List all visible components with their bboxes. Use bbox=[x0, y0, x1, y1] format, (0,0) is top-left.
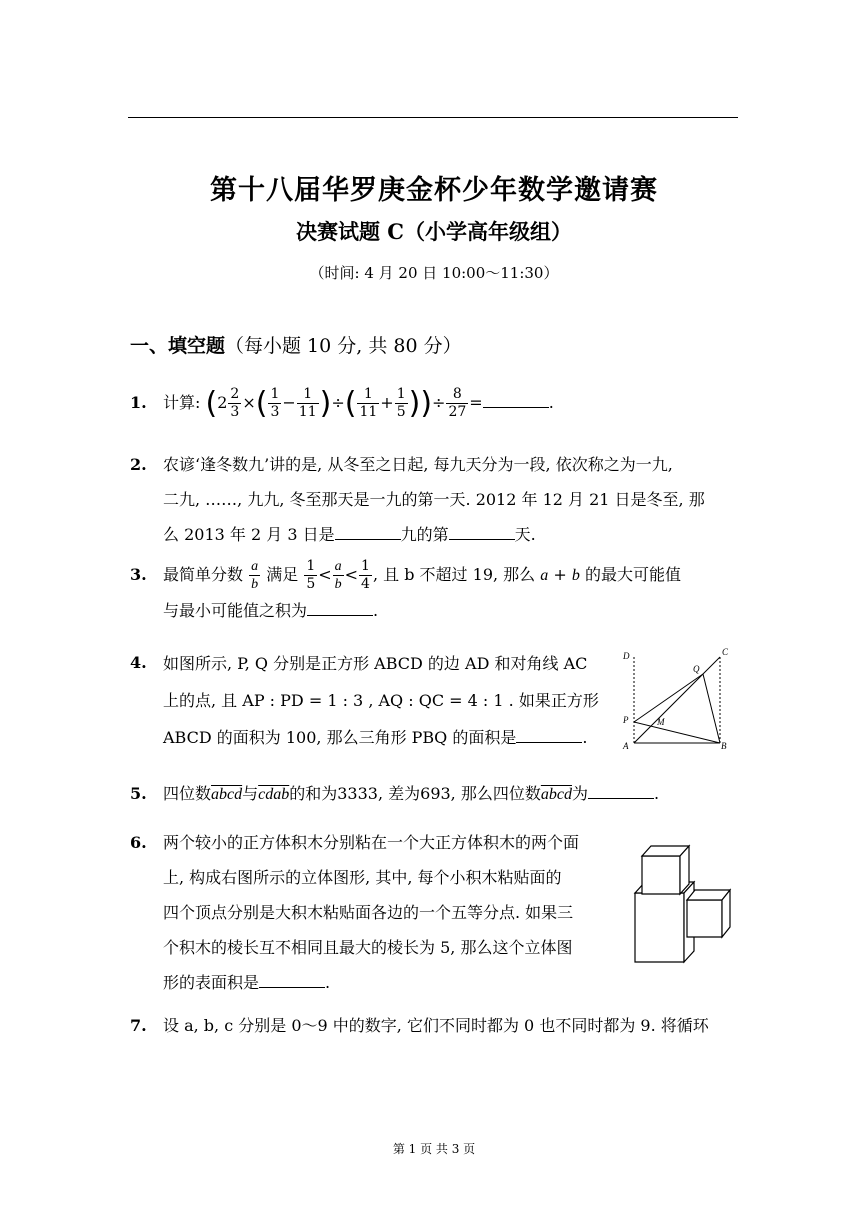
question-line: 与最小可能值之积为 . bbox=[163, 601, 379, 620]
label-d: D bbox=[623, 651, 630, 661]
question-line: 形的表面积是 . bbox=[163, 973, 331, 992]
label-m: M bbox=[657, 717, 665, 727]
question-line: 么 2013 年 2 月 3 日是 九的第 天. bbox=[163, 525, 536, 544]
label-a: A bbox=[623, 741, 629, 751]
answer-blank bbox=[259, 986, 325, 988]
question-body: 四位数abcd与cdab的和为3333, 差为693, 那么四位数abcd为 . bbox=[163, 784, 660, 803]
label-q: Q bbox=[693, 664, 700, 674]
answer-blank bbox=[307, 614, 373, 616]
answer-blank bbox=[449, 538, 515, 540]
page-title: 第十八届华罗庚金杯少年数学邀请赛 bbox=[210, 175, 658, 206]
top-rule bbox=[128, 117, 738, 118]
question-line: 四个顶点分别是大积木粘贴面各边的一个五等分点. 如果三 bbox=[163, 903, 574, 922]
question-body bbox=[163, 447, 743, 552]
label-b: B bbox=[721, 741, 727, 751]
answer-blank bbox=[335, 538, 401, 540]
math-expression: (2 $\frac{2}{3}$ ×( $\frac{1}{3}$ − $\frac{1}{11}$ )÷( $\frac{1}{11}$ + $\frac{1}{5}$ ))÷ $\frac{8}{27}$ bbox=[205, 386, 467, 421]
question-number: 5. bbox=[130, 784, 147, 803]
exam-time: （时间: 4 月 20 日 10:00～11:30） bbox=[309, 264, 559, 282]
section-title: 一、填空题 bbox=[130, 335, 226, 357]
question-number: 1. bbox=[130, 393, 147, 412]
question-1 bbox=[130, 385, 750, 425]
equals-sign: = bbox=[469, 393, 483, 412]
question-line: 二九, ……, 九九, 冬至那天是一九的第一天. 2012 年 12 月 21 日是冬至, 那 bbox=[163, 490, 705, 509]
section-note: （每小题 10 分, 共 80 分） bbox=[225, 335, 462, 357]
square-figure bbox=[617, 645, 737, 755]
question-line: 最简单分数 $\frac{a}{b}$ 满足 $\frac{1}{5}$ < $\frac{a}{b}$ < $\frac{1}{4}$ , 且 b 不超过 19, 那么 a + b 的最大可能值 bbox=[163, 558, 681, 592]
question-prefix: 计算: bbox=[163, 393, 201, 412]
question-line: 如图所示, P, Q 分别是正方形 ABCD 的边 AD 和对角线 AC bbox=[163, 654, 588, 673]
question-number: 4. bbox=[130, 653, 147, 672]
question-number: 3. bbox=[130, 565, 147, 584]
page-subtitle: 决赛试题 C（小学高年级组） bbox=[295, 219, 573, 244]
answer-blank bbox=[516, 741, 582, 743]
question-body bbox=[163, 645, 613, 756]
question-line: 个积木的棱长互不相同且最大的棱长为 5, 那么这个立体图 bbox=[163, 938, 573, 957]
question-line: 农谚‘逢冬数九’讲的是, 从冬至之日起, 每九天分为一段, 依次称之为一九, bbox=[163, 455, 673, 474]
question-line: ABCD 的面积为 100, 那么三角形 PBQ 的面积是 . bbox=[163, 728, 588, 747]
question-line: 两个较小的正方体积木分别粘在一个大正方体积木的两个面 bbox=[163, 833, 580, 852]
question-number: 6. bbox=[130, 833, 147, 852]
question-line: 上的点, 且 AP : PD = 1 : 3 , AQ : QC = 4 : 1 . 如果正方形 bbox=[163, 691, 599, 710]
page-footer: 第 1 页 共 3 页 bbox=[392, 1142, 476, 1156]
label-c: C bbox=[722, 647, 729, 657]
question-body: 计算: (2 $\frac{2}{3}$ ×( $\frac{1}{3}$ − $\frac{1}{11}$ )÷( $\frac{1}{11}$ + $\frac{1}{5}$ ))÷ $\frac{8}{27}$ = . bbox=[163, 386, 554, 421]
question-line: 上, 构成右图所示的立体图形, 其中, 每个小积木粘贴面的 bbox=[163, 868, 562, 887]
answer-blank bbox=[588, 797, 654, 799]
label-p: P bbox=[623, 715, 629, 725]
question-number: 7. bbox=[130, 1016, 147, 1035]
question-body bbox=[163, 825, 628, 1000]
cube-figure bbox=[630, 834, 735, 969]
question-body bbox=[163, 557, 748, 628]
question-number: 2. bbox=[130, 455, 147, 474]
answer-blank bbox=[483, 406, 549, 408]
section-heading bbox=[130, 331, 462, 358]
question-body: 设 a, b, c 分别是 0～9 中的数字, 它们不同时都为 0 也不同时都为 9. 将循环 bbox=[163, 1016, 709, 1035]
